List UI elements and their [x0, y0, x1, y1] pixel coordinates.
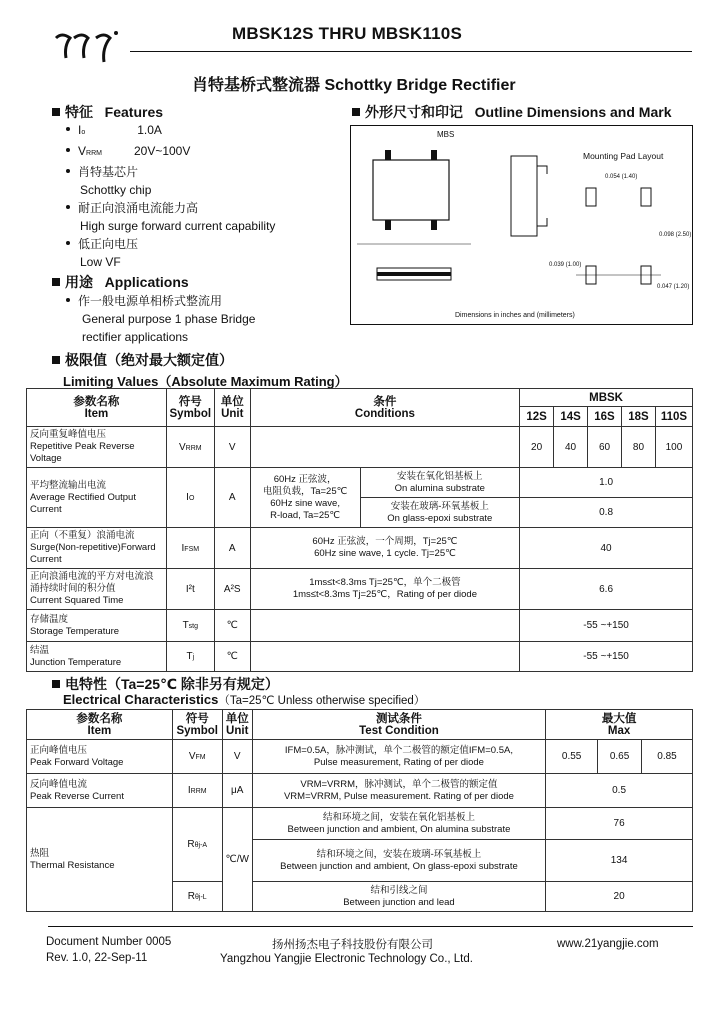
mounting-pad-label: Mounting Pad Layout	[583, 151, 664, 161]
col-symbol: 符号 Symbol	[166, 389, 214, 427]
electrical-heading-en: Electrical Characteristics（Ta=25℃ Unless otherwise specified）	[63, 692, 426, 707]
document-title: MBSK12S THRU MBSK110S	[232, 24, 462, 43]
package-label: MBS	[437, 130, 455, 139]
col-mbsk: MBSK	[520, 389, 693, 407]
revision: Rev. 1.0, 22-Sep-11	[46, 952, 148, 964]
table-row: 热阻 Thermal Resistance Rθj-A ℃/W 结和环境之间，安装在氧化铝基板上 Between junction and ambient, On alumina substrate 76	[27, 808, 693, 840]
table-row: 正向浪涌电流的平方对电流浪涌持续时间的积分值 Current Squared Time I²t A²S 1ms≤t<8.3ms Tj=25℃，单个二极管 1ms≤t<8.3ms Tj=25℃，Rating of per diode 6.6	[27, 569, 693, 610]
feature-vf-cn: 低正向电压	[66, 235, 346, 253]
features-heading: 特征 Features	[52, 102, 163, 122]
table-row: 正向峰值电压 Peak Forward Voltage VFM V IFM=0.5A，脉冲测试，单个二极管的额定值IFM=0.5A, Pulse measurement, Rating of per diode 0.55 0.65 0.85	[27, 740, 693, 774]
table-row: 反向峰值电流 Peak Reverse Current IRRM μA VRM=VRRM，脉冲测试，单个二极管的额定值 VRM=VRRM, Pulse measurement. Rating of per diode 0.5	[27, 774, 693, 808]
table-row: 安装在玻璃-环氧基板上 On glass-epoxi substrate 0.8	[27, 498, 693, 528]
outline-drawing: MBS Mounting Pad Layout 0.054 (1.40) 0.039 (1.00) 0.047 (1.20) 0.098 (2.50) Dimensions in inches and (millimeters)	[350, 125, 693, 325]
col-conditions: 条件 Conditions	[250, 389, 519, 427]
header-rule	[130, 51, 692, 52]
feature-vf-en: Low VF	[80, 255, 121, 269]
limiting-values-table: 参数名称 Item 符号 Symbol 单位 Unit 条件 Conditions MBSK 12S 14S 16S 18S 110S 反向重复峰值电压 Repetitive Peak Reverse Voltage VRRM V 20 40 60 80 100 平均整流输出电流 Average Rectified Output Current IO A 60Hz 正弦波， 电阻负载，Ta=25℃ 60Hz sine wave, R-load, Ta=25℃ 安装在氧化铝基板上 On alumina substrate 1.0 安装在玻璃-环氧基板上 On glass-epoxi substrate 0.8 正向（不重复）浪涌电流 Surge(Non-repetitive)Forward Current IFSM A 60Hz 正弦波，一个周期，Tj=25℃ 60Hz sine wave, 1 cycle. Tj=25℃ 40 正向浪涌电流的平方对电流浪涌持续时间的积分值 Current Squared Time I²t A²S 1ms≤t<8.3ms Tj=25℃，单个二极管 1ms≤t<8.3ms Tj=25℃，Rating of per diode 6.6 存储温度 Storage Temperature Tstg ℃ -55 ~+150 结温 Junction Temperature Tj ℃ -55 ~+150	[26, 388, 693, 672]
feature-io: Io 1.0A	[66, 121, 346, 142]
company-name-en: Yangzhou Yangjie Electronic Technology Co., Ltd.	[220, 953, 473, 965]
outline-heading: 外形尺寸和印记 Outline Dimensions and Mark	[352, 102, 672, 122]
electrical-table: 参数名称 Item 符号 Symbol 单位 Unit 测试条件 Test Condition 最大值 Max 正向峰值电压 Peak Forward Voltage VFM V IFM=0.5A，脉冲测试，单个二极管的额定值IFM=0.5A, Pulse measurement, Rating of per diode 0.55 0.65 0.85 反向峰值电流 Peak Reverse Current IRRM μA VRM=VRRM，脉冲测试，单个二极管的额定值 VRM=VRRM, Pulse measurement. Rating of per diode 0.5 热阻 Thermal Resistance Rθj-A ℃/W 结和环境之间，安装在氧化铝基板上 Between junction and ambient, On alumina substrate 76 结和环境之间，安装在玻璃-环氧基板上 Between junction and ambient, On glass-epoxi substrate 134 Rθj-L 结和引线之间 Between junction and lead 20	[26, 709, 693, 912]
table-row: 结温 Junction Temperature Tj ℃ -55 ~+150	[27, 642, 693, 672]
limiting-heading: 极限值（绝对最大额定值）	[52, 350, 233, 370]
footer-rule	[48, 926, 693, 927]
col-unit: 单位 Unit	[214, 389, 250, 427]
applications-list	[66, 292, 346, 346]
company-name-cn: 扬州扬杰电子科技股份有限公司	[272, 939, 433, 951]
table-row: 结和环境之间，安装在玻璃-环氧基板上 Between junction and ambient, On glass-epoxi substrate 134	[27, 840, 693, 882]
application-en-1: General purpose 1 phase Bridge	[82, 312, 256, 326]
applications-heading: 用途 Applications	[52, 272, 189, 292]
electrical-heading: 电特性（Ta=25℃ 除非另有规定）	[52, 674, 279, 694]
table-row: 存储温度 Storage Temperature Tstg ℃ -55 ~+150	[27, 610, 693, 642]
document-subtitle: 肖特基桥式整流器 Schottky Bridge Rectifier	[192, 77, 516, 94]
features-list	[66, 121, 346, 271]
table-row: 平均整流输出电流 Average Rectified Output Current IO A 60Hz 正弦波， 电阻负载，Ta=25℃ 60Hz sine wave, R-load, Ta=25℃ 安装在氧化铝基板上 On alumina substrate 1.0	[27, 468, 693, 498]
application-en-2: rectifier applications	[82, 330, 189, 344]
table-row: 反向重复峰值电压 Repetitive Peak Reverse Voltage VRRM V 20 40 60 80 100	[27, 427, 693, 468]
feature-surge-cn: 耐正向浪涌电流能力高	[66, 199, 346, 217]
feature-vrrm: VRRM 20V~100V	[66, 142, 346, 163]
feature-chip-en: Schottky chip	[80, 183, 152, 197]
website-link[interactable]: www.21yangjie.com	[557, 938, 659, 950]
feature-surge-en: High surge forward current capability	[80, 219, 276, 233]
dimension-note: Dimensions in inches and (millimeters)	[455, 312, 575, 319]
feature-chip-cn: 肖特基芯片	[66, 163, 346, 181]
table-row: 正向（不重复）浪涌电流 Surge(Non-repetitive)Forward Current IFSM A 60Hz 正弦波，一个周期，Tj=25℃ 60Hz sine wave, 1 cycle. Tj=25℃ 40	[27, 528, 693, 569]
table-row: Rθj-L 结和引线之间 Between junction and lead 20	[27, 882, 693, 912]
application-cn: 作一般电源单相桥式整流用	[66, 292, 346, 310]
limiting-heading-en: Limiting Values（Absolute Maximum Rating）	[63, 374, 348, 389]
col-item: 参数名称 Item	[27, 389, 167, 427]
document-number: Document Number 0005	[46, 936, 172, 948]
company-logo	[52, 28, 124, 66]
